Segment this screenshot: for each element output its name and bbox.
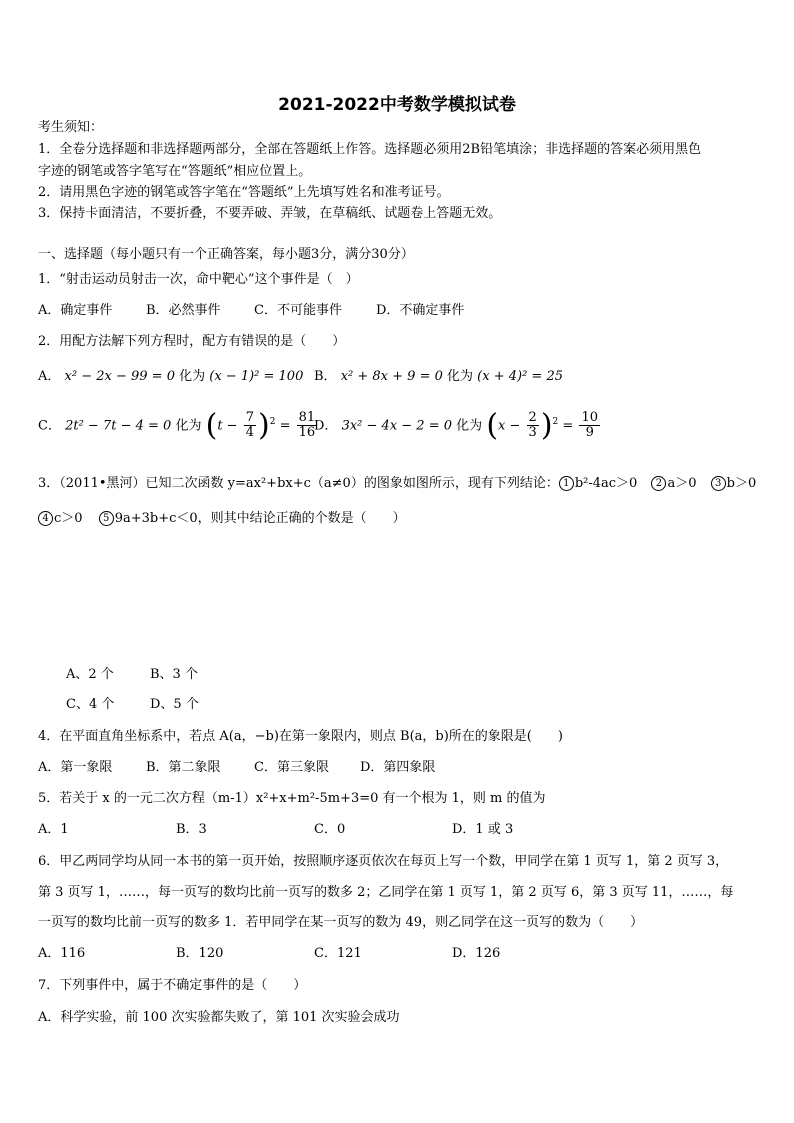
question-3-option-b: B、3 个	[150, 667, 198, 682]
question-3-option-c: C、4 个	[66, 697, 115, 712]
question-6-stem-line: 一页写的数均比前一页写的数多 1．若甲同学在某一页写的数为 49，则乙同学在这一页写的数为（ ）	[38, 915, 644, 930]
question-6-option-c: C．121	[314, 946, 362, 961]
circled-number: 3	[711, 476, 726, 491]
question-6-option-d: D．126	[452, 946, 501, 961]
option-label: A．	[38, 369, 61, 384]
fraction: $\frac{81}{16}$	[298, 410, 316, 441]
notice-heading: 考生须知：	[38, 120, 104, 135]
equation-result: (x + 4)² = 25	[477, 369, 563, 384]
question-1-option-d: D．不确定事件	[376, 303, 465, 318]
question-1-stem: 1．“射击运动员射击一次，命中靶心”这个事件是（ ）	[38, 272, 359, 287]
fraction: $\frac{10}{9}$	[581, 410, 598, 441]
question-3-stem-line1: 3．（2011•黑河）已知二次函数 y=ax²+bx+c（a≠0）的图象如图所示，现有下列结论： 1 b²-4ac＞0 2 a＞0 3 b＞0	[38, 476, 757, 491]
fraction: $\frac{7}{4}$	[245, 410, 254, 441]
question-2-option-b	[314, 369, 563, 385]
question-2-option-c: C． 2t² − 7t − 4 = 0 化为 (t − $\frac{7}{4}$ )$^2$ = $\frac{81}{16}$	[38, 407, 316, 443]
question-1-option-b: B．必然事件	[146, 303, 221, 318]
question-6-option-b: B．120	[176, 946, 224, 961]
notice-item: 字迹的钢笔或答字笔写在“答题纸”相应位置上。	[38, 164, 312, 179]
equation: x² + 8x + 9 = 0	[340, 369, 443, 384]
question-2-option-a	[38, 369, 303, 385]
option-label: C．	[38, 418, 61, 434]
question-1-option-a: A．确定事件	[38, 303, 113, 318]
question-6-stem-line: 第 3 页写 1，……，每一页写的数均比前一页写的数多 2；乙同学在第 1 页写 1，第 2 页写 6，第 3 页写 11，……，每	[38, 885, 734, 900]
question-6-stem-line: 6．甲乙两同学均从同一本书的第一页开始，按照顺序逐页依次在每页上写一个数，甲同学在第 1 页写 1，第 2 页写 3，	[38, 854, 729, 869]
question-3-option-d: D、5 个	[150, 697, 199, 712]
equation: 3x² − 4x − 2 = 0	[341, 418, 453, 434]
equation: x² − 2x − 99 = 0	[64, 369, 175, 384]
convert-word: 化为	[456, 418, 483, 434]
question-1-option-c: C．不可能事件	[254, 303, 342, 318]
notice-item: 3．保持卡面清洁，不要折叠，不要弄破、弄皱，在草稿纸、试题卷上答题无效。	[38, 206, 502, 221]
circled-number: 5	[99, 511, 114, 526]
equation: 2t² − 7t − 4 = 0	[65, 418, 172, 434]
question-7-stem: 7．下列事件中，属于不确定事件的是（ ）	[38, 978, 307, 993]
option-label: B．	[314, 369, 337, 384]
question-4-option-b: B．第二象限	[146, 760, 221, 775]
option-label: D．	[314, 418, 338, 434]
notice-item: 2．请用黑色字迹的钢笔或答字笔在“答题纸”上先填写姓名和准考证号。	[38, 185, 450, 200]
question-5-option-a: A．1	[38, 822, 69, 837]
question-5-option-d: D．1 或 3	[452, 822, 514, 837]
question-5-stem: 5．若关于 x 的一元二次方程（m-1）x²+x+m²-5m+3=0 有一个根为 1，则 m 的值为	[38, 791, 546, 806]
fraction: $\frac{2}{3}$	[528, 410, 537, 441]
equation-result-pre: t −	[217, 418, 238, 434]
question-4-stem: 4．在平面直角坐标系中，若点 A(a，−b)在第一象限内，则点 B(a，b)所在的象限是( )	[38, 729, 563, 744]
question-4-option-c: C．第三象限	[254, 760, 329, 775]
convert-word: 化为	[179, 369, 206, 384]
convert-word: 化为	[447, 369, 474, 384]
question-5-option-c: C．0	[314, 822, 346, 837]
question-3-option-a: A、2 个	[66, 667, 114, 682]
question-4-option-d: D．第四象限	[360, 760, 436, 775]
question-7-option-a: A．科学实验，前 100 次实验都失败了，第 101 次实验会成功	[38, 1010, 400, 1025]
question-4-option-a: A．第一象限	[38, 760, 113, 775]
question-6-option-a: A．116	[38, 946, 86, 961]
question-5-option-b: B．3	[176, 822, 207, 837]
circled-number: 2	[651, 476, 666, 491]
page-title: 2021-2022中考数学模拟试卷	[278, 95, 516, 115]
question-2-stem: 2．用配方法解下列方程时，配方有错误的是（ ）	[38, 334, 346, 349]
question-3-stem-line2: 4 c＞0 5 9a+3b+c＜0，则其中结论正确的个数是（ ）	[38, 511, 406, 527]
notice-item: 1．全卷分选择题和非选择题两部分，全部在答题纸上作答。选择题必须用2B铅笔填涂；非选择题的答案必须用黑色	[38, 142, 702, 157]
equation-result-pre: x −	[498, 418, 521, 434]
section-heading: 一、选择题（每小题只有一个正确答案，每小题3分，满分30分）	[38, 247, 414, 262]
circled-number: 1	[559, 476, 574, 491]
question-2-option-d: D． 3x² − 4x − 2 = 0 化为 (x − $\frac{2}{3}$ )$^2$ = $\frac{10}{9}$	[314, 407, 598, 443]
circled-number: 4	[38, 511, 53, 526]
convert-word: 化为	[175, 418, 202, 434]
equation-result: (x − 1)² = 100	[209, 369, 304, 384]
